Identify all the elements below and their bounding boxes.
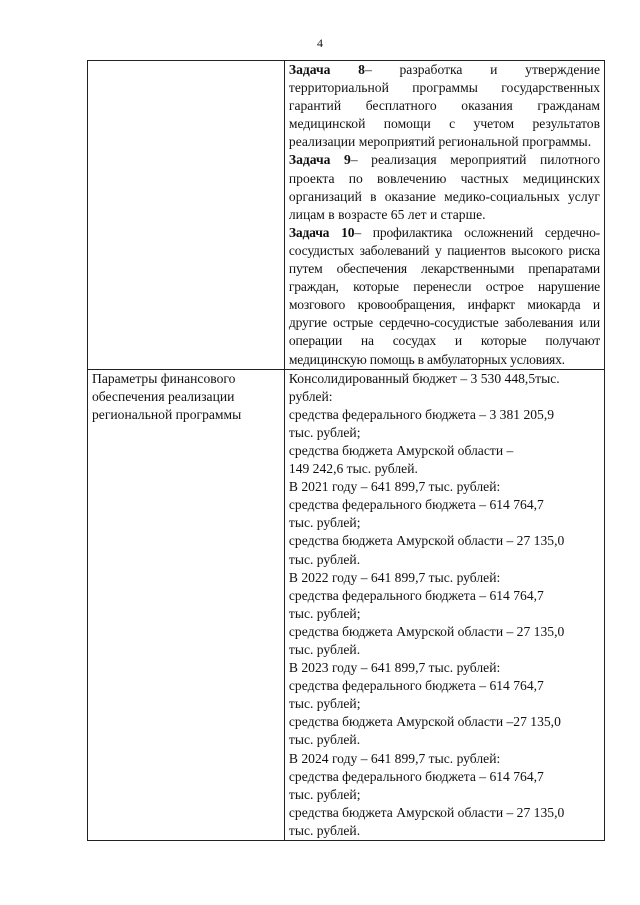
financing-line: 149 242,6 тыс. рублей.: [288, 461, 418, 477]
financing-line: средства бюджета Амурской области – 27 135,0: [288, 623, 565, 639]
task-9-label: Задача 9: [288, 152, 351, 168]
financing-line: В 2021 году – 641 899,7 тыс. рублей:: [288, 479, 501, 495]
financing-line: тыс. рублей;: [288, 515, 361, 531]
tasks-cell: [284, 61, 604, 370]
financing-cell: [284, 369, 604, 840]
tasks-label-cell: [88, 61, 285, 370]
page-number: 4: [317, 36, 323, 50]
financing-label: Параметры финансового обеспечения реализации региональной программы: [88, 369, 285, 840]
financing-line: средства федерального бюджета – 614 764,7: [288, 768, 544, 784]
task-8-label: Задача 8: [288, 62, 365, 77]
financing-line: тыс. рублей.: [288, 822, 361, 838]
financing-row: [88, 369, 605, 840]
task-10-label: Задача 10: [288, 224, 355, 240]
financing-line: средства бюджета Амурской области –27 135,0: [288, 714, 561, 730]
financing-line: средства бюджета Амурской области – 27 135,0: [288, 533, 565, 549]
financing-line: В 2024 году – 641 899,7 тыс. рублей:: [288, 750, 501, 766]
financing-line: рублей:: [288, 388, 333, 404]
financing-line: В 2022 году – 641 899,7 тыс. рублей:: [288, 569, 501, 585]
financing-line: тыс. рублей.: [288, 551, 361, 567]
financing-line: тыс. рублей;: [288, 605, 361, 621]
task-10: [289, 224, 600, 369]
financing-line: средства федерального бюджета – 614 764,7: [288, 497, 544, 513]
task-10-text: – профилактика осложнений сердечно-сосудистых заболеваний у пациентов высокого риска путем обеспечения лекарственными препаратами граждан, которые перенесли острое нарушение мозгового кровообращения, инфаркт миокарда и другие острые сердечно-сосудистые заболевания или операции на сосудах и которые получают медицинскую помощь в амбулаторных условиях.: [288, 224, 600, 367]
task-8-text: – разработка и утверждение территориальной программы государственных гарантий бесплатного оказания гражданам медицинской помощи с учетом результатов реализации мероприятий региональной программы.: [288, 62, 600, 150]
financing-line: средства бюджета Амурской области – 27 135,0: [288, 804, 565, 820]
financing-line: средства бюджета Амурской области –: [288, 442, 514, 458]
task-8: [289, 61, 600, 151]
financing-line: тыс. рублей;: [288, 696, 361, 712]
financing-line: средства федерального бюджета – 614 764,7: [288, 587, 544, 603]
financing-line: тыс. рублей.: [288, 642, 361, 657]
financing-line: тыс. рублей;: [288, 424, 361, 440]
financing-line: тыс. рублей.: [288, 732, 361, 748]
financing-line: средства федерального бюджета – 3 381 205,9: [288, 406, 555, 422]
financing-line: средства федерального бюджета – 614 764,7: [288, 678, 544, 694]
financing-line: Консолидированный бюджет – 3 530 448,5тыс.: [288, 370, 560, 386]
task-9-text: – реализация мероприятий пилотного проекта по вовлечению частных медицинских организаций в оказание медико-социальных услуг лицам в возрасте 65 лет и старше.: [288, 152, 600, 222]
financing-line: В 2023 году – 641 899,7 тыс. рублей:: [288, 660, 501, 676]
financing-line: тыс. рублей;: [288, 786, 361, 802]
task-9: [289, 151, 600, 223]
program-passport-table: [87, 60, 605, 841]
tasks-row: [88, 61, 605, 370]
